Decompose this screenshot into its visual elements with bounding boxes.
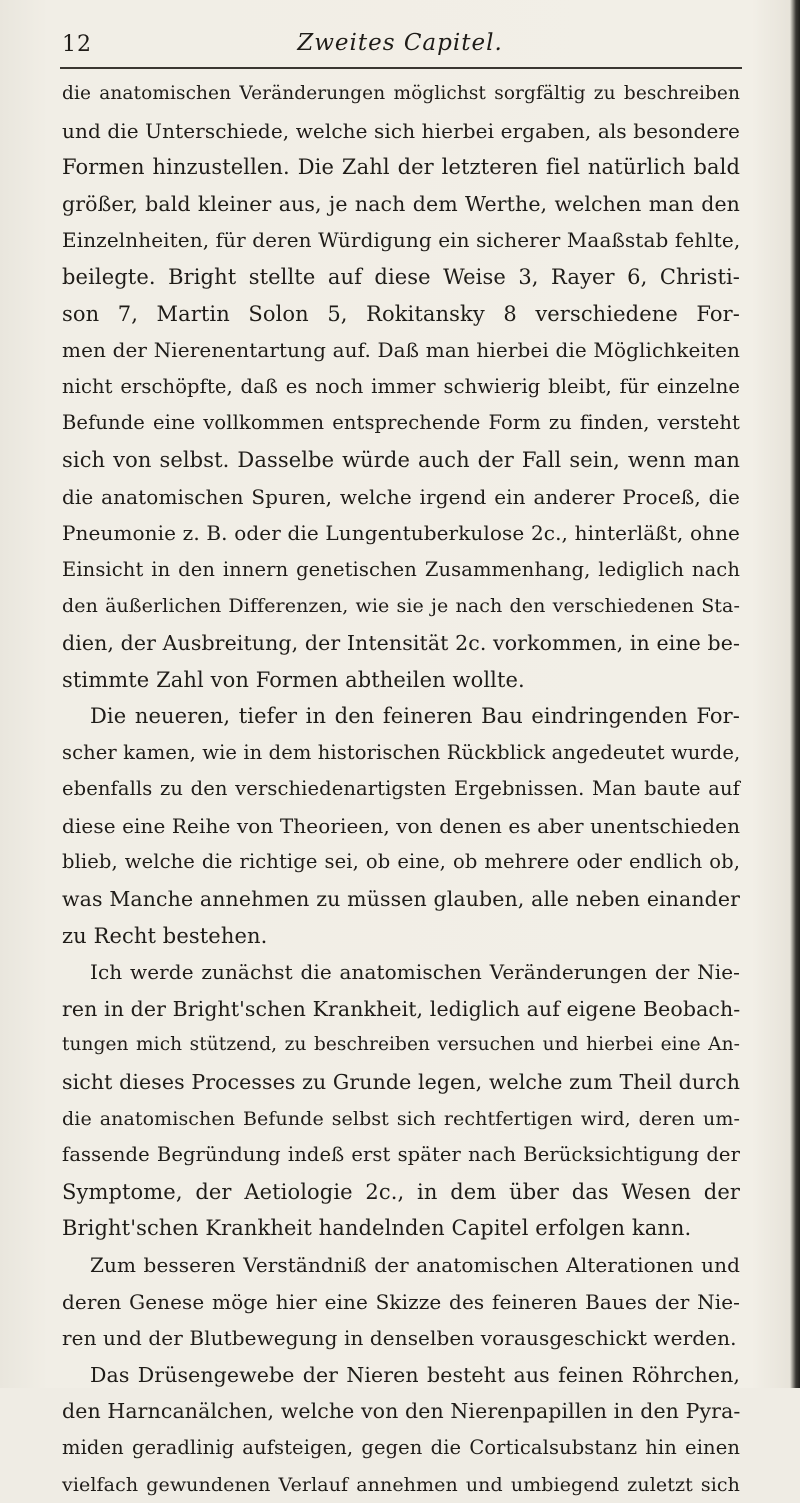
text-line: fassende Begründung indeß erst später nach Berücksichtigung der	[62, 1143, 740, 1167]
text-line: Pneumonie z. B. oder die Lungentuberkulose 2c., hinterläßt, ohne	[62, 521, 740, 546]
text-line: ren in der Bright'schen Krankheit, lediglich auf eigene Beobach-	[62, 996, 741, 1021]
text-line: die anatomischen Spuren, welche irgend ein anderer Proceß, die	[62, 484, 740, 509]
text-line: Ich werde zunächst die anatomischen Veränderungen der Nie-	[90, 960, 740, 985]
text-line: Einzelnheiten, für deren Würdigung ein sicherer Maaßstab fehlte,	[62, 228, 741, 253]
text-line: sich von selbst. Dasselbe würde auch der Fall sein, wenn man	[62, 447, 740, 472]
text-line: sicht dieses Processes zu Grunde legen, welche zum Theil durch	[62, 1070, 740, 1095]
text-line: Formen hinzustellen. Die Zahl der letzteren fiel natürlich bald	[62, 155, 740, 180]
page-number: 12	[62, 32, 92, 57]
text-line: und die Unterschiede, welche sich hierbei ergaben, als besondere	[62, 118, 740, 143]
text-line: ren und der Blutbewegung in denselben vorausgeschickt werden.	[62, 1326, 737, 1351]
text-line: zu Recht bestehen.	[62, 923, 268, 948]
header-rule	[60, 67, 742, 69]
text-line: son 7, Martin Solon 5, Rokitansky 8 verschiedene For-	[62, 301, 740, 326]
text-line: deren Genese möge hier eine Skizze des feineren Baues der Nie-	[62, 1289, 740, 1314]
text-line: Symptome, der Aetiologie 2c., in dem über das Wesen der	[62, 1179, 740, 1204]
text-line: nicht erschöpfte, daß es noch immer schwierig bleibt, für einzelne	[62, 374, 740, 398]
text-line: Befunde eine vollkommen entsprechende Form zu finden, versteht	[62, 411, 740, 435]
text-line: den äußerlichen Differenzen, wie sie je nach den verschiedenen Sta-	[62, 595, 740, 618]
text-line: dien, der Ausbreitung, der Intensität 2c. vorkommen, in eine be-	[62, 630, 740, 655]
text-line: vielfach gewundenen Verlauf annehmen und umbiegend zuletzt sich	[62, 1473, 740, 1496]
running-head: Zweites Capitel.	[297, 30, 503, 56]
text-line: die anatomischen Veränderungen möglichst sorgfältig zu beschreiben	[62, 83, 740, 104]
text-line: Bright'schen Krankheit handelnden Capitel erfolgen kann.	[62, 1216, 692, 1241]
text-line: Zum besseren Verständniß der anatomischen Alterationen und	[90, 1253, 740, 1277]
page-header	[62, 28, 738, 64]
text-line: blieb, welche die richtige sei, ob eine, ob mehrere oder endlich ob,	[62, 850, 740, 874]
text-line: tungen mich stützend, zu beschreiben versuchen und hierbei eine An-	[62, 1034, 740, 1056]
page-edge-shadow	[790, 0, 800, 1388]
text-line: miden geradlinig aufsteigen, gegen die Corticalsubstanz hin einen	[62, 1435, 740, 1459]
body-text	[62, 76, 740, 1503]
text-line: die anatomischen Befunde selbst sich rechtfertigen wird, deren um-	[62, 1107, 740, 1130]
text-line: scher kamen, wie in dem historischen Rückblick angedeutet wurde,	[62, 740, 741, 764]
text-line: Die neueren, tiefer in den feineren Bau eindringenden For-	[90, 704, 740, 729]
text-line: diese eine Reihe von Theorieen, von denen es aber unentschieden	[62, 813, 741, 838]
text-line: stimmte Zahl von Formen abtheilen wollte.	[62, 667, 525, 692]
text-line: ebenfalls zu den verschiedenartigsten Ergebnissen. Man baute auf	[62, 777, 740, 801]
text-line: den Harncanälchen, welche von den Nierenpapillen in den Pyra-	[62, 1399, 741, 1424]
text-line: Einsicht in den innern genetischen Zusammenhang, lediglich nach	[62, 557, 740, 581]
text-line: men der Nierenentartung auf. Daß man hierbei die Möglichkeiten	[62, 338, 740, 363]
text-line: beilegte. Bright stellte auf diese Weise 3, Rayer 6, Christi-	[62, 264, 740, 289]
text-line: Das Drüsengewebe der Nieren besteht aus feinen Röhrchen,	[90, 1362, 740, 1387]
text-line: was Manche annehmen zu müssen glauben, alle neben einander	[62, 887, 740, 912]
text-line: größer, bald kleiner aus, je nach dem Werthe, welchen man den	[62, 191, 740, 216]
